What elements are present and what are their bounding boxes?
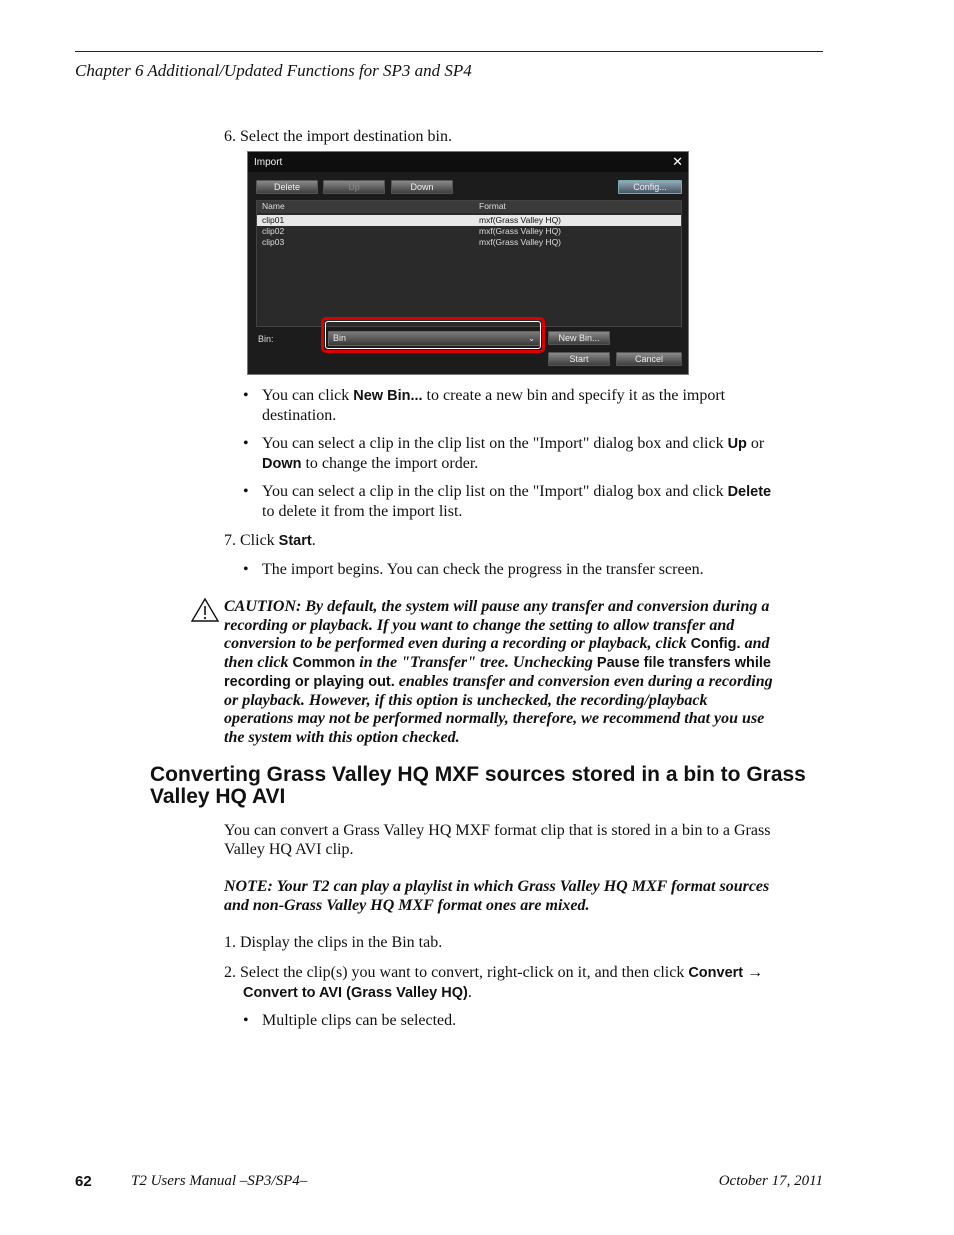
bullet-new-bin: • You can click New Bin... to create a new bin and specify it as the import destination. <box>243 387 726 424</box>
cancel-button[interactable]: Cancel <box>616 352 682 366</box>
footer-date: October 17, 2011 <box>718 1173 823 1189</box>
clip-format: mxf(Grass Valley HQ) <box>479 226 562 236</box>
config-button[interactable]: Config... <box>618 180 682 194</box>
clip-name: clip01 <box>262 215 285 225</box>
chapter-header: Chapter 6 Additional/Updated Functions for SP3 and SP4 <box>75 61 472 80</box>
clip-list[interactable] <box>256 200 682 327</box>
note-text: NOTE: Your T2 can play a playlist in which Grass Valley HQ MXF format sources and non-Grass Valley HQ MXF format ones are mixed. <box>224 878 770 914</box>
clip-name: clip03 <box>262 237 285 247</box>
page-number: 62 <box>75 1173 92 1190</box>
caution-icon <box>190 597 220 623</box>
bullet-multiple-clips: • Multiple clips can be selected. <box>243 1012 457 1029</box>
footer-title: T2 Users Manual –SP3/SP4– <box>131 1173 308 1189</box>
dialog-title-bar <box>248 152 688 172</box>
section-intro: You can convert a Grass Valley HQ MXF format clip that is stored in a bin to a Grass Valley HQ AVI clip. <box>224 822 771 858</box>
bullet-import-begins: • The import begins. You can check the progress in the transfer screen. <box>243 561 704 578</box>
list-header <box>257 201 681 213</box>
step-7: 7. Click Start. <box>224 532 316 549</box>
down-button[interactable]: Down <box>391 180 453 194</box>
new-bin-button[interactable]: New Bin... <box>548 331 610 345</box>
clip-format: mxf(Grass Valley HQ) <box>479 237 562 247</box>
step-6: 6. Select the import destination bin. <box>224 128 452 145</box>
clip-format: mxf(Grass Valley HQ) <box>479 215 562 225</box>
section-heading: Converting Grass Valley HQ MXF sources stored in a bin to Grass Valley HQ AVI <box>150 763 806 808</box>
header-rule <box>75 51 823 52</box>
step-2-convert: 2. Select the clip(s) you want to convert, right-click on it, and then click Convert → Convert to AVI (Grass Valley HQ). <box>224 964 764 1001</box>
chevron-down-icon: ⌄ <box>528 334 535 343</box>
bin-label: Bin: <box>258 334 274 344</box>
list-item[interactable] <box>257 226 681 237</box>
clip-name: clip02 <box>262 226 285 236</box>
start-button[interactable]: Start <box>548 352 610 366</box>
list-item[interactable] <box>257 237 681 248</box>
column-name[interactable]: Name <box>262 201 285 211</box>
up-button[interactable]: Up <box>323 180 385 194</box>
import-dialog <box>247 151 689 375</box>
bin-select-value: Bin <box>333 333 347 343</box>
step-1-display-clips: 1. Display the clips in the Bin tab. <box>224 934 443 951</box>
bullet-up-down: • You can select a clip in the clip list on the "Import" dialog box and click Up or Down to change the import order. <box>243 435 765 472</box>
bullet-delete: • You can select a clip in the clip list on the "Import" dialog box and click Delete to delete it from the import list. <box>243 483 772 520</box>
highlight-frame-inner <box>325 321 541 349</box>
dialog-title: Import <box>254 157 283 168</box>
column-format[interactable]: Format <box>479 201 506 211</box>
caution-text: CAUTION: By default, the system will pause any transfer and conversion during a recording or playback. If you want to change the setting to allow transfer and conversion to be performed even during a recording or playback, click Config. and then click Common in the "Transfer" tree. Unchecking Pause file transfers while recording or playing out. enables transfer and conversion even during a recording or playback. However, if this option is unchecked, the recording/playback operations may not be performed normally, therefore, we recommend that you use the system with this option checked. <box>224 598 773 746</box>
close-icon[interactable]: ✕ <box>672 154 683 169</box>
list-item[interactable] <box>257 215 681 226</box>
delete-button[interactable]: Delete <box>256 180 318 194</box>
